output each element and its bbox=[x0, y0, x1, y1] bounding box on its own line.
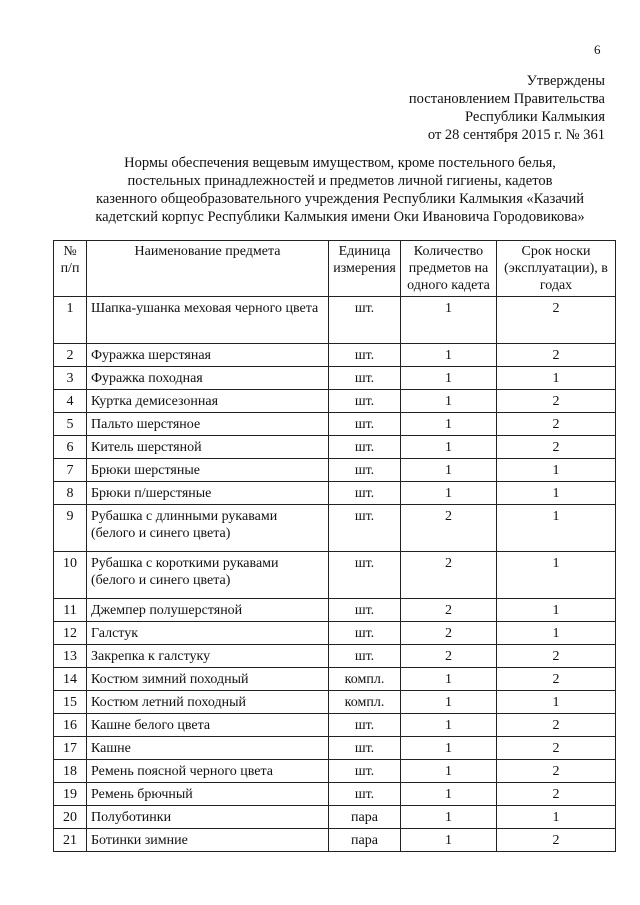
quantity-cell: 2 bbox=[401, 599, 497, 622]
table-row bbox=[54, 552, 616, 599]
title-line: казенного общеобразовательного учреждения Республики Калмыкия «Казачий bbox=[96, 191, 584, 207]
item-name-cell: Фуражка походная bbox=[87, 367, 329, 390]
table-row bbox=[54, 783, 616, 806]
row-number-cell: 18 bbox=[54, 760, 87, 783]
item-name-cell: Куртка демисезонная bbox=[87, 390, 329, 413]
unit-cell: шт. bbox=[329, 390, 401, 413]
unit-cell: пара bbox=[329, 806, 401, 829]
wear-term-cell: 1 bbox=[497, 505, 616, 552]
quantity-cell: 1 bbox=[401, 459, 497, 482]
table-row bbox=[54, 829, 616, 852]
table-row bbox=[54, 436, 616, 459]
item-name-cell: Рубашка с длинными рукавами (белого и синего цвета) bbox=[87, 505, 329, 552]
approval-block bbox=[409, 72, 605, 144]
wear-term-cell: 2 bbox=[497, 297, 616, 344]
row-number-cell: 7 bbox=[54, 459, 87, 482]
row-number-cell: 2 bbox=[54, 344, 87, 367]
unit-cell: шт. bbox=[329, 714, 401, 737]
header-item-name: Наименование предмета bbox=[87, 241, 329, 297]
quantity-cell: 2 bbox=[401, 552, 497, 599]
wear-term-cell: 1 bbox=[497, 552, 616, 599]
document-title bbox=[40, 154, 640, 226]
item-name-cell: Рубашка с короткими рукавами (белого и синего цвета) bbox=[87, 552, 329, 599]
unit-cell: шт. bbox=[329, 622, 401, 645]
item-name-cell: Брюки шерстяные bbox=[87, 459, 329, 482]
unit-cell: компл. bbox=[329, 691, 401, 714]
table-row bbox=[54, 367, 616, 390]
header-quantity: Количество предметов на одного кадета bbox=[401, 241, 497, 297]
table-row bbox=[54, 505, 616, 552]
item-name-cell: Костюм летний походный bbox=[87, 691, 329, 714]
item-name-cell: Галстук bbox=[87, 622, 329, 645]
table-row bbox=[54, 691, 616, 714]
unit-cell: шт. bbox=[329, 760, 401, 783]
title-line: постельных принадлежностей и предметов личной гигиены, кадетов bbox=[127, 173, 553, 189]
quantity-cell: 1 bbox=[401, 783, 497, 806]
row-number-cell: 1 bbox=[54, 297, 87, 344]
item-name-cell: Фуражка шерстяная bbox=[87, 344, 329, 367]
row-number-cell: 15 bbox=[54, 691, 87, 714]
quantity-cell: 1 bbox=[401, 760, 497, 783]
table-row bbox=[54, 297, 616, 344]
wear-term-cell: 2 bbox=[497, 737, 616, 760]
unit-cell: шт. bbox=[329, 297, 401, 344]
row-number-cell: 17 bbox=[54, 737, 87, 760]
wear-term-cell: 2 bbox=[497, 645, 616, 668]
item-name-cell: Шапка-ушанка меховая черного цвета bbox=[87, 297, 329, 344]
item-name-cell: Закрепка к галстуку bbox=[87, 645, 329, 668]
wear-term-cell: 1 bbox=[497, 691, 616, 714]
wear-term-cell: 2 bbox=[497, 714, 616, 737]
unit-cell: шт. bbox=[329, 482, 401, 505]
table-header-row bbox=[54, 241, 616, 297]
approval-line: постановлением Правительства bbox=[408, 91, 605, 107]
table-row bbox=[54, 714, 616, 737]
page-number: 6 bbox=[594, 42, 601, 57]
wear-term-cell: 2 bbox=[497, 783, 616, 806]
row-number-cell: 6 bbox=[54, 436, 87, 459]
quantity-cell: 1 bbox=[401, 714, 497, 737]
row-number-cell: 21 bbox=[54, 829, 87, 852]
header-number: № п/п bbox=[54, 241, 87, 297]
quantity-cell: 2 bbox=[401, 645, 497, 668]
row-number-cell: 3 bbox=[54, 367, 87, 390]
approval-line: от 28 сентября 2015 г. № 361 bbox=[427, 127, 605, 143]
wear-term-cell: 2 bbox=[497, 760, 616, 783]
unit-cell: шт. bbox=[329, 783, 401, 806]
wear-term-cell: 2 bbox=[497, 436, 616, 459]
unit-cell: пара bbox=[329, 829, 401, 852]
unit-cell: шт. bbox=[329, 645, 401, 668]
item-name-cell: Кашне белого цвета bbox=[87, 714, 329, 737]
wear-term-cell: 2 bbox=[497, 668, 616, 691]
norms-table bbox=[53, 240, 616, 852]
wear-term-cell: 1 bbox=[497, 806, 616, 829]
table-body bbox=[54, 297, 616, 852]
quantity-cell: 2 bbox=[401, 505, 497, 552]
row-number-cell: 4 bbox=[54, 390, 87, 413]
row-number-cell: 10 bbox=[54, 552, 87, 599]
approval-line: Утверждены bbox=[526, 73, 605, 89]
quantity-cell: 2 bbox=[401, 622, 497, 645]
row-number-cell: 5 bbox=[54, 413, 87, 436]
table-row bbox=[54, 413, 616, 436]
row-number-cell: 20 bbox=[54, 806, 87, 829]
quantity-cell: 1 bbox=[401, 806, 497, 829]
table-row bbox=[54, 390, 616, 413]
quantity-cell: 1 bbox=[401, 737, 497, 760]
item-name-cell: Ботинки зимние bbox=[87, 829, 329, 852]
item-name-cell: Полуботинки bbox=[87, 806, 329, 829]
quantity-cell: 1 bbox=[401, 413, 497, 436]
header-unit: Единица измерения bbox=[329, 241, 401, 297]
unit-cell: шт. bbox=[329, 737, 401, 760]
row-number-cell: 19 bbox=[54, 783, 87, 806]
wear-term-cell: 2 bbox=[497, 344, 616, 367]
wear-term-cell: 2 bbox=[497, 829, 616, 852]
item-name-cell: Костюм зимний походный bbox=[87, 668, 329, 691]
table-row bbox=[54, 737, 616, 760]
approval-line: Республики Калмыкия bbox=[464, 109, 605, 125]
unit-cell: шт. bbox=[329, 599, 401, 622]
unit-cell: шт. bbox=[329, 459, 401, 482]
row-number-cell: 9 bbox=[54, 505, 87, 552]
quantity-cell: 1 bbox=[401, 297, 497, 344]
item-name-cell: Кашне bbox=[87, 737, 329, 760]
quantity-cell: 1 bbox=[401, 367, 497, 390]
item-name-cell: Китель шерстяной bbox=[87, 436, 329, 459]
title-line: кадетский корпус Республики Калмыкия имени Оки Ивановича Городовикова» bbox=[95, 209, 585, 225]
row-number-cell: 13 bbox=[54, 645, 87, 668]
item-name-cell: Ремень поясной черного цвета bbox=[87, 760, 329, 783]
table-row bbox=[54, 645, 616, 668]
quantity-cell: 1 bbox=[401, 482, 497, 505]
wear-term-cell: 2 bbox=[497, 413, 616, 436]
unit-cell: шт. bbox=[329, 552, 401, 599]
quantity-cell: 1 bbox=[401, 691, 497, 714]
table-row bbox=[54, 668, 616, 691]
title-line: Нормы обеспечения вещевым имуществом, кроме постельного белья, bbox=[124, 155, 556, 171]
table-row bbox=[54, 806, 616, 829]
wear-term-cell: 1 bbox=[497, 459, 616, 482]
table-row bbox=[54, 482, 616, 505]
wear-term-cell: 1 bbox=[497, 482, 616, 505]
quantity-cell: 1 bbox=[401, 390, 497, 413]
quantity-cell: 1 bbox=[401, 344, 497, 367]
row-number-cell: 8 bbox=[54, 482, 87, 505]
quantity-cell: 1 bbox=[401, 436, 497, 459]
wear-term-cell: 1 bbox=[497, 367, 616, 390]
item-name-cell: Брюки п/шерстяные bbox=[87, 482, 329, 505]
quantity-cell: 1 bbox=[401, 829, 497, 852]
table-row bbox=[54, 622, 616, 645]
wear-term-cell: 1 bbox=[497, 622, 616, 645]
unit-cell: компл. bbox=[329, 668, 401, 691]
table-row bbox=[54, 344, 616, 367]
table-row bbox=[54, 760, 616, 783]
row-number-cell: 12 bbox=[54, 622, 87, 645]
item-name-cell: Джемпер полушерстяной bbox=[87, 599, 329, 622]
unit-cell: шт. bbox=[329, 367, 401, 390]
item-name-cell: Ремень брючный bbox=[87, 783, 329, 806]
quantity-cell: 1 bbox=[401, 668, 497, 691]
header-wear-term: Срок носки (эксплуатации), в годах bbox=[497, 241, 616, 297]
row-number-cell: 16 bbox=[54, 714, 87, 737]
unit-cell: шт. bbox=[329, 413, 401, 436]
item-name-cell: Пальто шерстяное bbox=[87, 413, 329, 436]
row-number-cell: 14 bbox=[54, 668, 87, 691]
wear-term-cell: 1 bbox=[497, 599, 616, 622]
row-number-cell: 11 bbox=[54, 599, 87, 622]
unit-cell: шт. bbox=[329, 436, 401, 459]
table-row bbox=[54, 459, 616, 482]
wear-term-cell: 2 bbox=[497, 390, 616, 413]
unit-cell: шт. bbox=[329, 505, 401, 552]
table-row bbox=[54, 599, 616, 622]
unit-cell: шт. bbox=[329, 344, 401, 367]
